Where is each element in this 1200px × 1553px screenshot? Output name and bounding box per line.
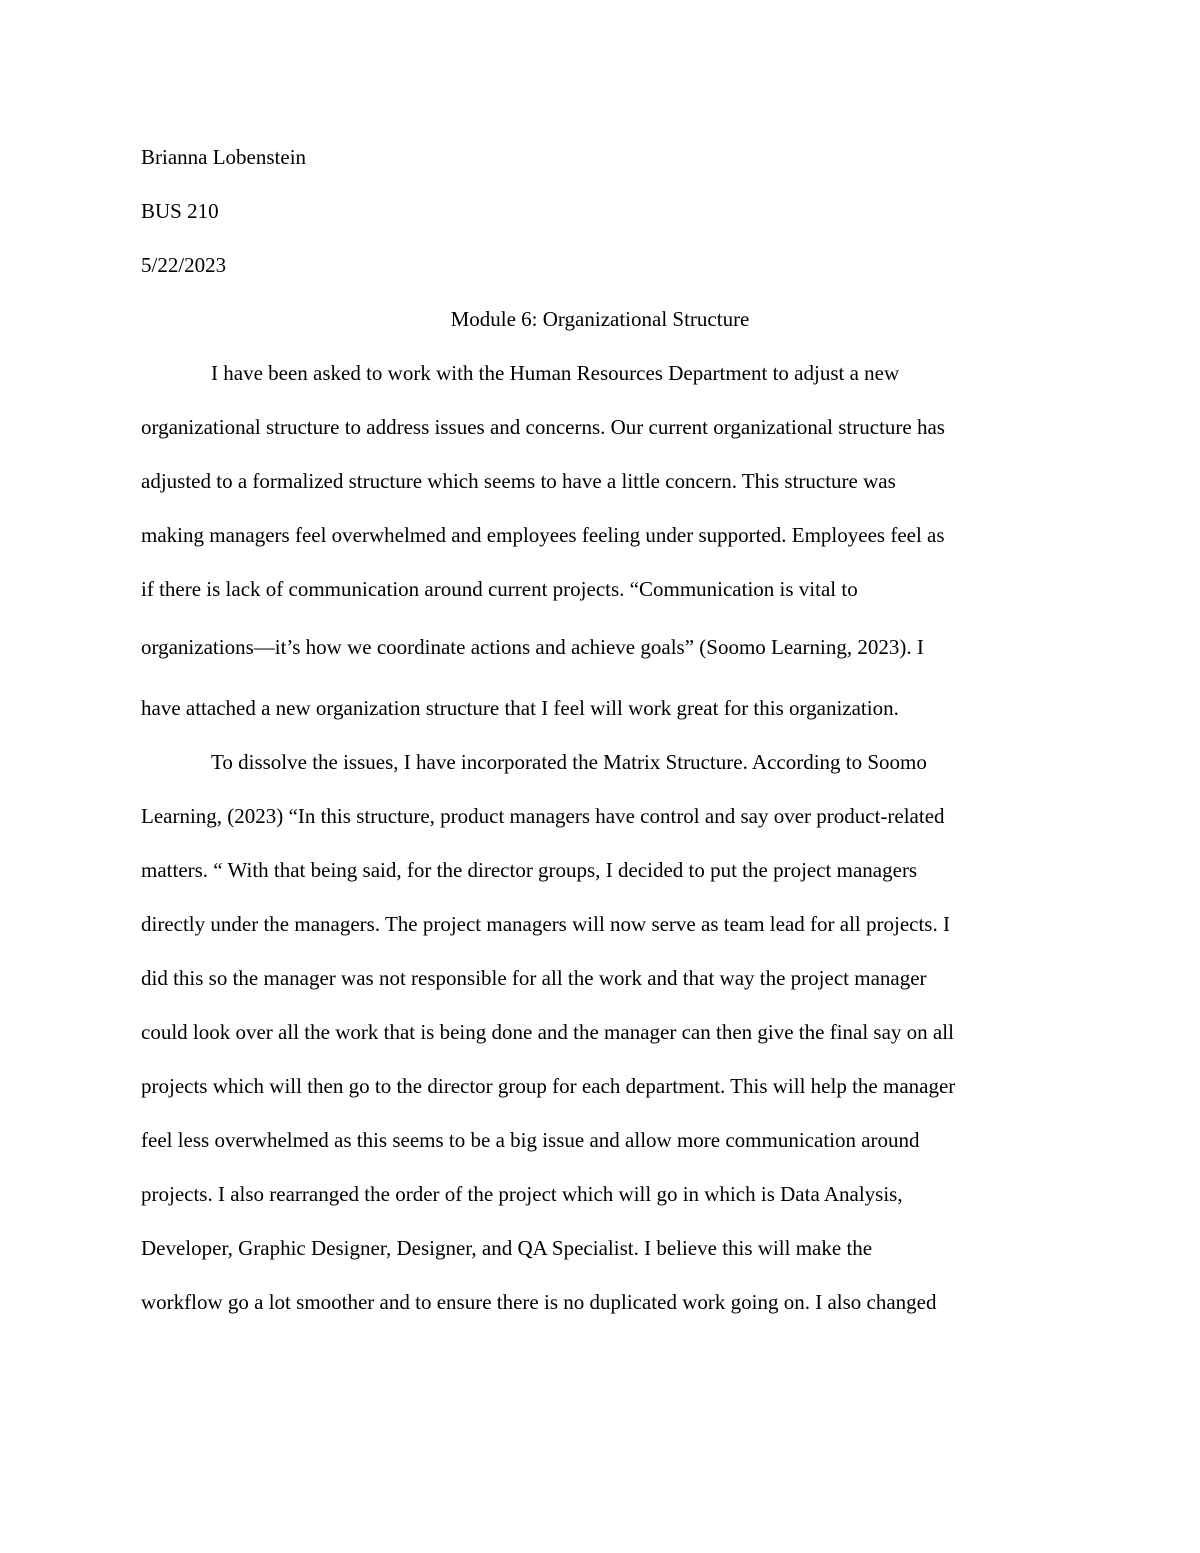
paragraph-line: have attached a new organization structure that I feel will work great for this organization. [141,696,899,720]
paragraph-line: Learning, (2023) “In this structure, product managers have control and say over product-related [141,804,945,828]
paragraph-line: could look over all the work that is being done and the manager can then give the final say on all [141,1020,954,1044]
author-name: Brianna Lobenstein [141,145,307,169]
paragraph-line: matters. “ With that being said, for the director groups, I decided to put the project managers [141,858,918,882]
paragraph-line: organizational structure to address issues and concerns. Our current organizational structure has [141,415,945,439]
paragraph-line: projects. I also rearranged the order of the project which will go in which is Data Analysis, [141,1182,903,1206]
paragraph-line: did this so the manager was not responsible for all the work and that way the project manager [141,966,927,990]
paragraph-line: making managers feel overwhelmed and employees feeling under supported. Employees feel as [141,523,945,547]
document-title: Module 6: Organizational Structure [450,307,750,331]
paragraph-line: I have been asked to work with the Human Resources Department to adjust a new [211,361,900,385]
paragraph-line: adjusted to a formalized structure which seems to have a little concern. This structure was [141,469,896,493]
paragraph-line: if there is lack of communication around current projects. “Communication is vital to [141,577,858,601]
paragraph-line: Developer, Graphic Designer, Designer, and QA Specialist. I believe this will make the [141,1236,873,1260]
paragraph-line: directly under the managers. The project managers will now serve as team lead for all projects. I [141,912,950,936]
paragraph-line: organizations—it’s how we coordinate actions and achieve goals” (Soomo Learning, 2023). I [141,635,924,659]
paragraph-line: feel less overwhelmed as this seems to be a big issue and allow more communication around [141,1128,920,1152]
paragraph-line: projects which will then go to the director group for each department. This will help the manager [141,1074,956,1098]
course-code: BUS 210 [141,199,219,223]
document-date: 5/22/2023 [141,253,227,277]
paragraph-line: workflow go a lot smoother and to ensure there is no duplicated work going on. I also changed [141,1290,937,1314]
paragraph-line: To dissolve the issues, I have incorporated the Matrix Structure. According to Soomo [211,750,927,774]
